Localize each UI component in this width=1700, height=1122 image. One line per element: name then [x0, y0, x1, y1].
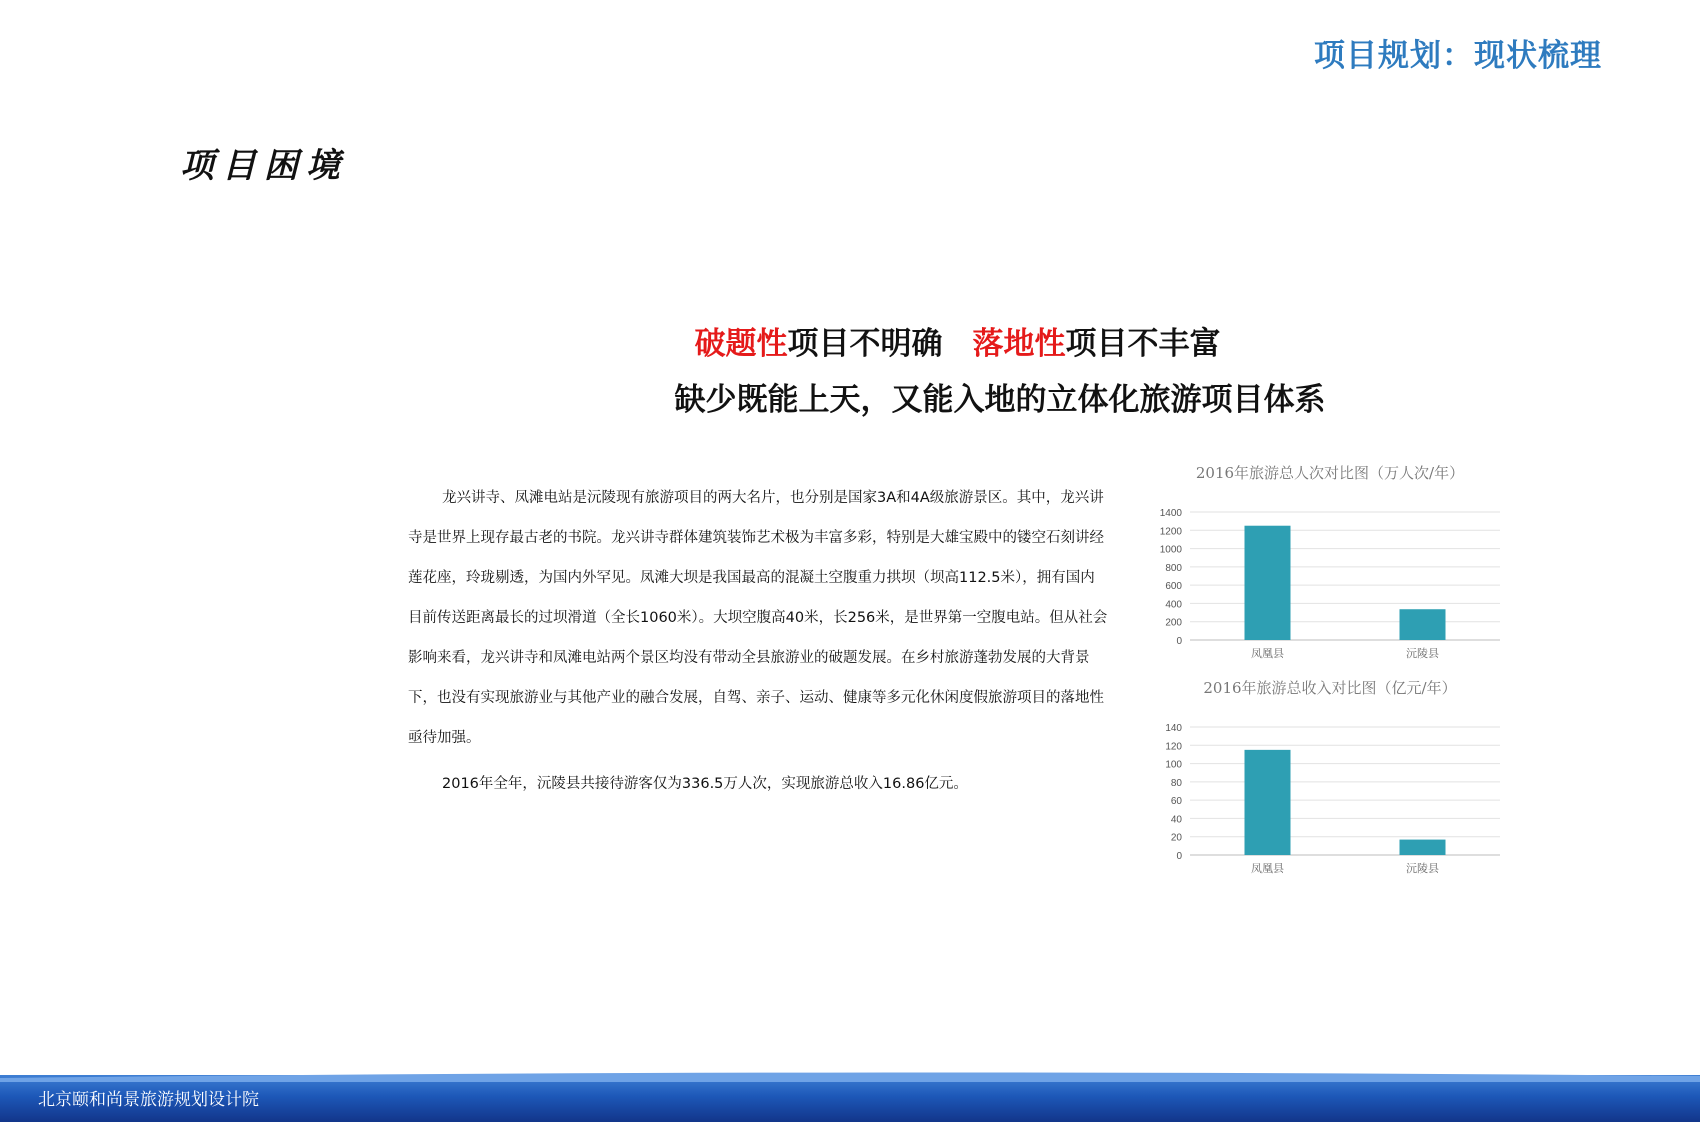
- headline-keyword-landing: 落地性: [972, 326, 1066, 362]
- headline-secondary: 缺少既能上天，又能入地的立体化旅游项目体系: [674, 382, 1326, 418]
- chart-title: 2016年旅游总收入对比图（亿元/年）: [1203, 679, 1457, 697]
- y-tick-label: 1200: [1159, 526, 1182, 538]
- bar: [1245, 750, 1291, 855]
- y-tick-label: 40: [1170, 814, 1182, 826]
- body-text: [408, 478, 1108, 804]
- chart-svg-revenue: [1140, 677, 1520, 887]
- x-tick-label: 凤凰县: [1251, 647, 1284, 660]
- x-tick-label: 沅陵县: [1406, 862, 1439, 875]
- y-tick-label: 200: [1165, 617, 1182, 629]
- headline-text-1: 项目不明确: [787, 326, 943, 362]
- y-tick-label: 0: [1176, 636, 1182, 647]
- headline-keyword-breakthrough: 破题性: [694, 326, 788, 362]
- y-tick-label: 20: [1170, 832, 1182, 844]
- y-tick-label: 80: [1170, 777, 1182, 789]
- footer-wave-decoration: [0, 1070, 1700, 1082]
- y-tick-label: 60: [1170, 796, 1182, 808]
- body-paragraph-1: 龙兴讲寺、凤滩电站是沅陵现有旅游项目的两大名片，也分别是国家3A和4A级旅游景区。其中，龙兴讲寺是世界上现存最古老的书院。龙兴讲寺群体建筑装饰艺术极为丰富多彩，特别是大雄宝殿中的镂空石刻讲经莲花座，玲珑剔透，为国内外罕见。凤滩大坝是我国最高的混凝土空腹重力拱坝（坝高112.5米），拥有国内目前传送距离最长的过坝滑道（全长1060米）。大坝空腹高40米，长256米，是世界第一空腹电站。但从社会影响来看，龙兴讲寺和凤滩电站两个景区均没有带动全县旅游业的破题发展。在乡村旅游蓬勃发展的大背景下，也没有实现旅游业与其他产业的融合发展，自驾、亲子、运动、健康等多元化休闲度假旅游项目的落地性亟待加强。: [408, 490, 1108, 746]
- y-tick-label: 0: [1176, 851, 1182, 862]
- footer-organization-name: 北京颐和尚景旅游规划设计院: [38, 1090, 259, 1110]
- y-tick-label: 1400: [1159, 508, 1182, 519]
- body-paragraph-2: 2016年全年，沅陵县共接待游客仅为336.5万人次，实现旅游总收入16.86亿元。: [442, 776, 968, 792]
- section-title: 项目困境: [180, 146, 348, 186]
- headline-primary: [0, 318, 1700, 363]
- y-tick-label: 140: [1165, 723, 1182, 734]
- bar: [1400, 840, 1446, 855]
- x-tick-label: 沅陵县: [1406, 647, 1439, 660]
- bar: [1400, 609, 1446, 640]
- bar: [1245, 526, 1291, 640]
- y-tick-label: 1000: [1159, 544, 1182, 556]
- headline-text-2: 项目不丰富: [1065, 326, 1221, 362]
- y-tick-label: 800: [1165, 562, 1182, 574]
- chart-title: 2016年旅游总人次对比图（万人次/年）: [1195, 464, 1465, 482]
- y-tick-label: 120: [1165, 741, 1182, 753]
- x-tick-label: 凤凰县: [1251, 862, 1284, 875]
- y-tick-label: 400: [1165, 599, 1182, 611]
- footer-bar: [0, 1075, 1700, 1122]
- y-tick-label: 100: [1165, 759, 1182, 771]
- y-tick-label: 600: [1165, 581, 1182, 593]
- page-header-title: 项目规划：现状梳理: [1314, 38, 1602, 74]
- chart-svg-visitors: [1140, 462, 1520, 672]
